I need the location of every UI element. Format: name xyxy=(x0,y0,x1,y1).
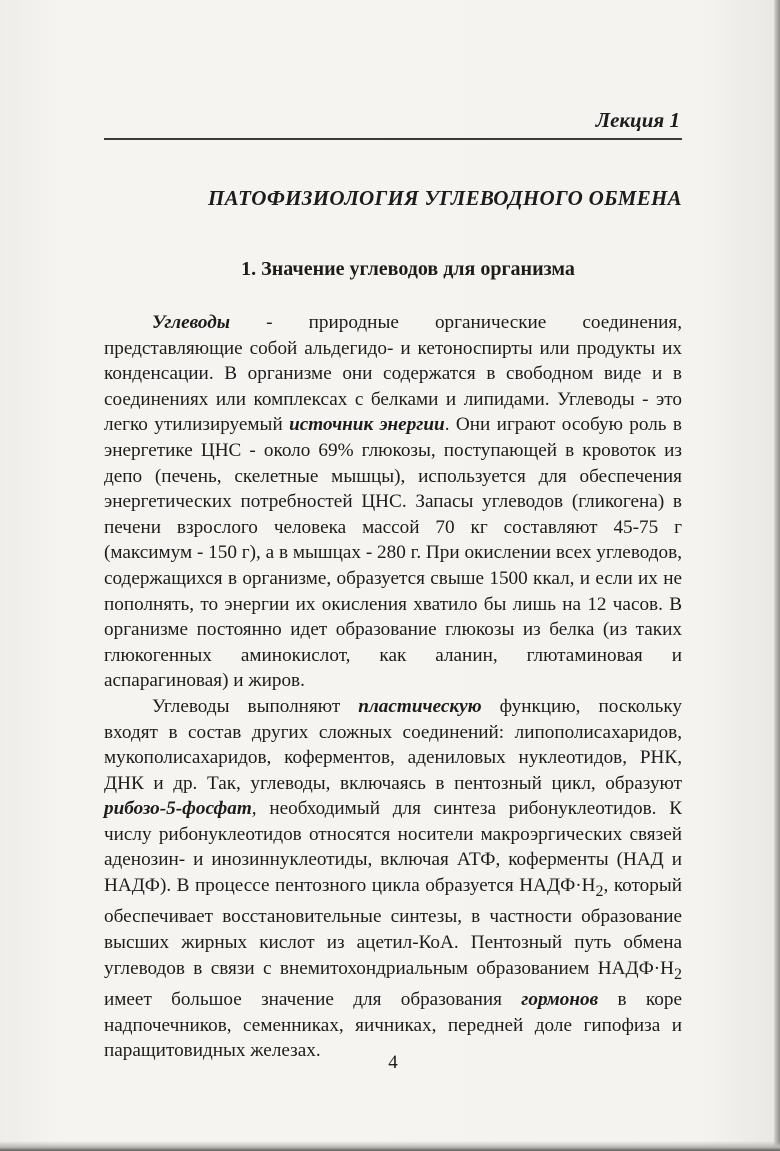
chapter-title: ПАТОФИЗИОЛОГИЯ УГЛЕВОДНОГО ОБМЕНА xyxy=(208,186,682,210)
emphasis-term: рибозо-5-фосфат xyxy=(104,798,252,820)
subscript: 2 xyxy=(595,882,604,900)
paragraph-1 xyxy=(104,310,682,694)
header-rule xyxy=(104,138,682,140)
paragraph-2 xyxy=(104,694,682,1064)
subscript: 2 xyxy=(674,965,682,983)
emphasis-term: Углеводы xyxy=(152,312,231,333)
emphasis-term: пластическую xyxy=(358,695,482,717)
section-title: 1. Значение углеводов для организма xyxy=(241,258,575,280)
running-header: Лекция 1 xyxy=(595,108,680,132)
paragraph-text: , который обеспечивает восстановительные синтезы, в частности образование высших жирных кислот из ацетил-КоА. Пентозный путь обмена углеводов в связи с внемитохондриальным образованием НАДФ·Н xyxy=(104,875,682,979)
paragraph-text: , необходимый для синтеза рибонуклеотидов. К числу рибонуклеотидов относятся носители макроэргических связей аденозин- и инозиннуклеотиды, включая АТФ, коферменты (НАД и НАДФ). В процессе пентозного цикла образуется НАДФ·Н xyxy=(104,798,682,897)
emphasis-term: гормонов xyxy=(521,989,599,1011)
emphasis-term: источник энергии xyxy=(289,414,445,436)
page-number: 4 xyxy=(388,1052,398,1073)
paragraph-text: - природные органические соединения, представляющие собой альдегидо- и кетоноспирты или продукты их конденсации. В организме они содержатся в свободном виде и в соединениях или комплексах с белками и липидами. Углеводы - это легко утилизируемый xyxy=(104,312,682,436)
page-bottom-edge xyxy=(0,1141,780,1151)
paragraph-text: Углеводы выполняют xyxy=(152,695,359,717)
paragraph-text: имеет большое значение для образования xyxy=(104,989,522,1011)
paragraph-text: . Они играют особую роль в энергетике ЦНС - около 69% глюкозы, поступающей в кровоток из депо (печень, скелетные мышцы), используется для обеспечения энергетических потребностей ЦНС. Запасы углеводов (гликогена) в печени взрослого человека массой 70 кг составляют 45-75 г (максимум - 150 г), а в мышцах - 280 г. При окислении всех углеводов, содержащихся в организме, образуется свыше 1500 ккал, и если их не пополнять, то энергии их окисления хватило бы лишь на 12 часов. В организме постоянно идет образование глюкозы из белка (из таких глюкогенных аминокислот, как аланин, глютаминовая и аспарагиновая) и жиров. xyxy=(104,414,682,692)
body-text xyxy=(104,310,682,1064)
page-right-edge xyxy=(774,0,780,1151)
paragraph-text: в коре надпочечников, семенниках, яичниках, передней доле гипофиза и паращитовидных железах. xyxy=(104,989,682,1062)
paragraph-text: функцию, поскольку входят в состав других сложных соединений: липополисахаридов, мукополисахаридов, коферментов, адениловых нуклеотидов, РНК, ДНК и др. Так, углеводы, включаясь в пентозный цикл, образуют xyxy=(104,695,682,794)
